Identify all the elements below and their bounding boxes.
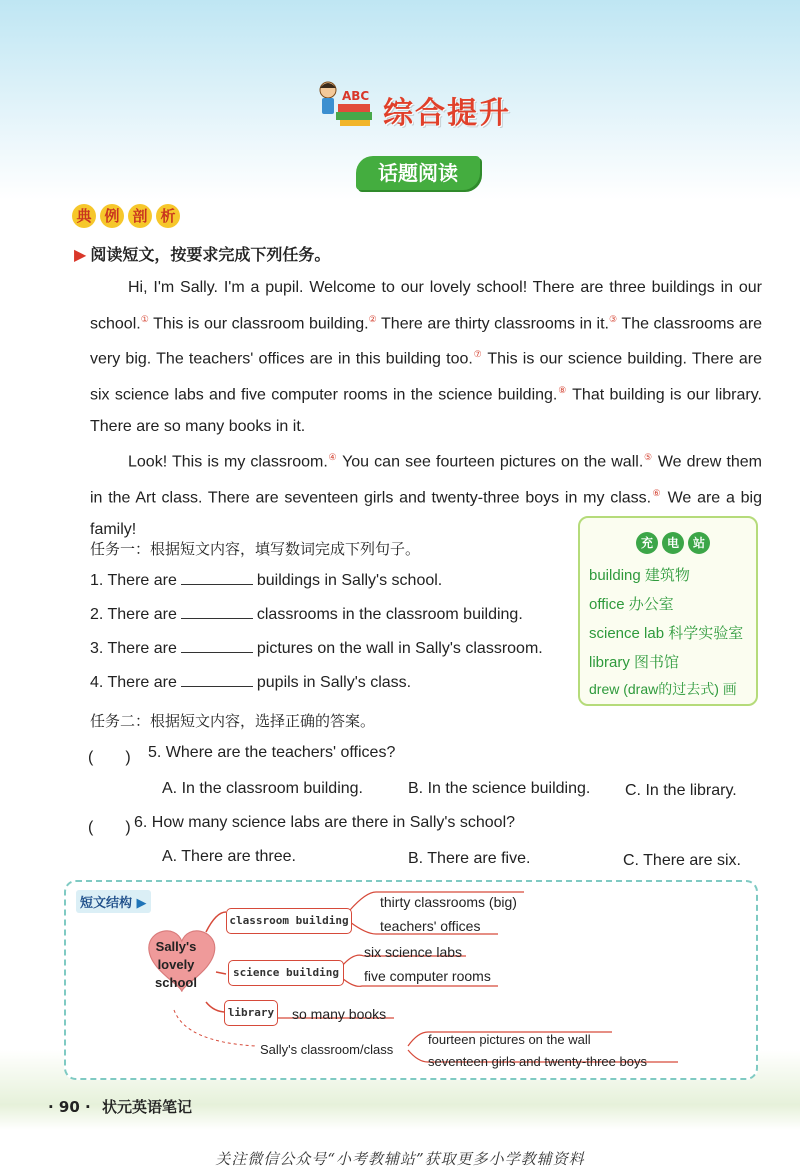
section-char: 剖 <box>128 204 152 228</box>
sentence-marker: ② <box>368 313 377 324</box>
center-line: school <box>155 975 197 990</box>
connector-line <box>216 972 226 974</box>
subtitle-badge: 话题阅读 <box>356 156 480 190</box>
vocabulary-heading <box>636 532 710 554</box>
answer-blank[interactable] <box>181 604 253 619</box>
choice-question-6: 6. How many science labs are there in Sally's school? <box>134 814 516 831</box>
question-prefix: 3. There are <box>90 640 177 657</box>
fill-question-2 <box>90 604 523 624</box>
branch-science-building: science building <box>228 960 344 986</box>
sentence-marker: ⑤ <box>643 452 653 463</box>
answer-paren[interactable]: ( ) <box>88 749 131 766</box>
sentence-marker: ④ <box>327 452 338 463</box>
page-title: 综合提升 <box>383 96 511 131</box>
section-char: 典 <box>72 204 96 228</box>
passage-sentence: There are thirty classrooms in it. <box>381 314 609 332</box>
passage-sentence: We drew them in the Art class. There are seventeen girls and twenty-three boys in my class. <box>90 453 763 507</box>
answer-blank[interactable] <box>181 638 253 653</box>
sentence-marker: ⑧ <box>557 385 568 396</box>
vocab-item: library 图书馆 <box>589 654 680 671</box>
sentence-marker: ⑦ <box>472 349 483 360</box>
option-c[interactable]: C. In the library. <box>625 782 737 799</box>
vocab-item: drew (draw的过去式) 画 <box>589 681 737 697</box>
passage-sentence: You can see fourteen pictures on the wall. <box>342 453 644 471</box>
passage-sentence: Look! This is my classroom. <box>128 453 328 471</box>
section-heading <box>72 204 180 228</box>
branch-detail: six science labs <box>364 944 463 960</box>
passage-sentence: That building is our library. There are so many books in it. <box>90 386 762 435</box>
triangle-arrow-icon: ▶ <box>136 896 147 911</box>
task1-title: 任务一：根据短文内容，填写数词完成下列句子。 <box>90 540 421 558</box>
section-char: 析 <box>156 204 180 228</box>
book-name: 状元英语笔记 <box>101 1098 192 1116</box>
sentence-marker: ① <box>140 313 149 324</box>
vocab-item: office 办公室 <box>589 596 674 613</box>
option-c[interactable]: C. There are six. <box>623 852 741 869</box>
task2-title: 任务二：根据短文内容，选择正确的答案。 <box>90 712 376 730</box>
option-b[interactable]: B. In the science building. <box>408 780 591 797</box>
branch-detail: teachers' offices <box>380 918 481 934</box>
connector-line <box>206 1002 226 1012</box>
center-line: lovely <box>157 957 195 972</box>
option-a[interactable]: A. In the classroom building. <box>162 780 363 797</box>
branch-detail: thirty classrooms (big) <box>380 894 517 910</box>
triangle-bullet-icon: ▶ <box>74 245 87 264</box>
question-suffix: buildings in Sally's school. <box>256 572 443 589</box>
fill-question-1 <box>90 570 442 590</box>
fill-question-3 <box>90 638 543 658</box>
vocab-head-char: 充 <box>636 532 658 554</box>
branch-classroom-building: classroom building <box>226 908 352 934</box>
instruction <box>74 242 330 265</box>
branch-detail: fourteen pictures on the wall <box>428 1032 591 1047</box>
passage-sentence: This is our classroom building. <box>153 314 369 332</box>
passage-sentence: The classrooms are very big. The teachers' offices are in this building too. <box>90 314 763 368</box>
vocabulary-box <box>578 516 758 706</box>
answer-blank[interactable] <box>181 672 253 687</box>
sentence-marker: ⑥ <box>651 488 662 499</box>
question-suffix: pictures on the wall in Sally's classroom. <box>256 640 543 657</box>
branch-detail: so many books <box>292 1006 387 1022</box>
mindmap-center <box>150 938 202 992</box>
watermark-note: 关注微信公众号“小考教辅站”获取更多小学教辅资料 <box>215 1150 585 1168</box>
answer-paren[interactable]: ( ) <box>88 819 131 836</box>
vocab-item: science lab 科学实验室 <box>589 625 744 642</box>
passage-sentence: We are a big family! <box>90 489 762 539</box>
question-suffix: classrooms in the classroom building. <box>256 606 523 623</box>
passage-sentence: This is our science building. There are six science labs and five computer rooms in the science building. <box>90 350 763 404</box>
vocab-item: building 建筑物 <box>589 567 690 584</box>
sentence-marker: ③ <box>608 313 618 324</box>
branch-sallys-classroom: Sally's classroom/class <box>260 1042 394 1057</box>
reading-passage <box>90 272 762 546</box>
connector-line <box>206 912 226 932</box>
question-prefix: 4. There are <box>90 674 177 691</box>
branch-detail: five computer rooms <box>364 968 491 984</box>
passage-sentence: Hi, I'm Sally. I'm a pupil. Welcome to our lovely school! There are three buildings in our school. <box>90 279 762 332</box>
abc-books-icon <box>316 78 374 128</box>
center-line: Sally's <box>155 939 197 954</box>
option-a[interactable]: A. There are three. <box>162 848 296 865</box>
page-number: · 90 · <box>48 1098 91 1116</box>
instruction-text: 阅读短文，按要求完成下列任务。 <box>90 245 331 264</box>
vocab-head-char: 电 <box>662 532 684 554</box>
option-b[interactable]: B. There are five. <box>408 850 531 867</box>
structure-box <box>64 880 758 1080</box>
question-prefix: 2. There are <box>90 606 177 623</box>
branch-library: library <box>224 1000 278 1026</box>
page-footer <box>48 1096 192 1117</box>
branch-detail: seventeen girls and twenty-three boys <box>428 1054 647 1069</box>
question-prefix: 1. There are <box>90 572 177 589</box>
choice-question-5: 5. Where are the teachers' offices? <box>148 744 396 761</box>
vocab-head-char: 站 <box>688 532 710 554</box>
answer-blank[interactable] <box>181 570 253 585</box>
structure-tag-text: 短文结构 <box>80 896 133 911</box>
abc-icon-text: ABC <box>342 89 370 103</box>
fill-question-4 <box>90 672 411 692</box>
section-char: 例 <box>100 204 124 228</box>
passage-paragraph-1 <box>90 272 762 442</box>
question-suffix: pupils in Sally's class. <box>256 674 412 691</box>
